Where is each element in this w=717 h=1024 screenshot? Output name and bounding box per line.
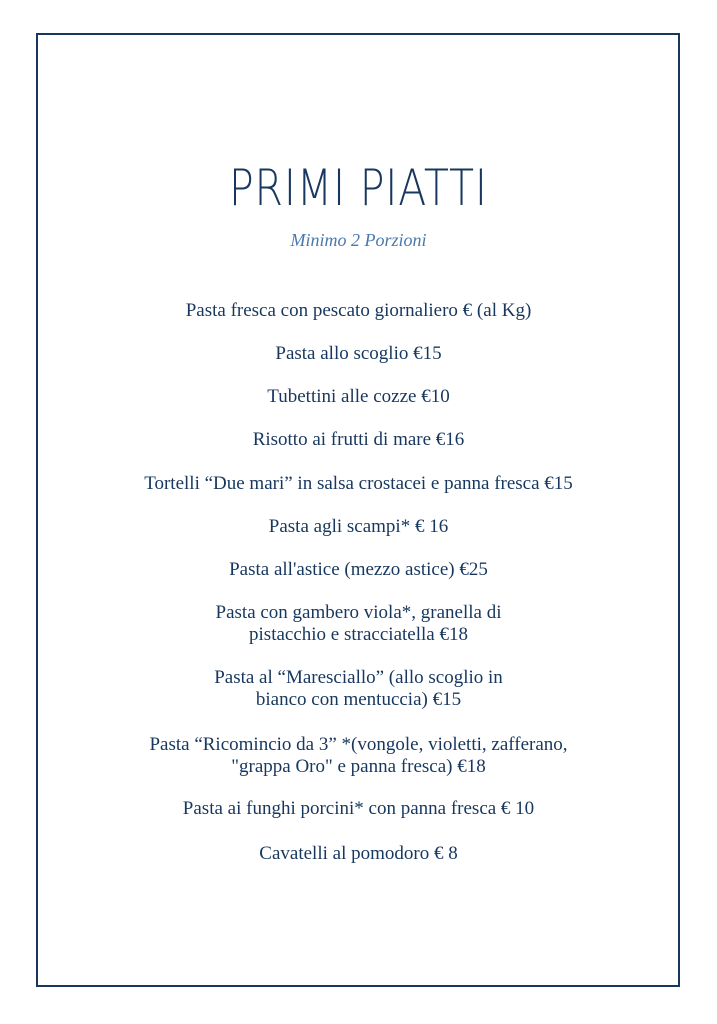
- menu-item: [0, 602, 717, 646]
- menu-item: [0, 843, 717, 865]
- menu-item-line: Tortelli “Due mari” in salsa crostacei e panna fresca €15: [144, 473, 573, 494]
- menu-item: [0, 516, 717, 538]
- menu-item-line: Pasta fresca con pescato giornaliero € (al Kg): [185, 300, 532, 321]
- menu-item-line: Pasta all'astice (mezzo astice) €25: [229, 559, 488, 580]
- menu-item: [0, 473, 717, 495]
- menu-item: [0, 300, 717, 322]
- menu-item-line: Risotto ai frutti di mare €16: [252, 429, 465, 450]
- menu-item: [0, 667, 717, 711]
- menu-item-line: "grappa Oro" e panna fresca) €18: [231, 756, 486, 777]
- menu-item-line: Pasta “Ricomincio da 3” *(vongole, violetti, zafferano,: [149, 734, 568, 755]
- menu-item: [0, 429, 717, 451]
- menu-item-line: Cavatelli al pomodoro € 8: [259, 843, 458, 864]
- menu-item: [0, 343, 717, 365]
- menu-item: [0, 386, 717, 408]
- menu-title: PRIMI PIATTI: [229, 159, 488, 217]
- menu-item-line: Pasta agli scampi* € 16: [268, 516, 449, 537]
- menu-item-line: Pasta allo scoglio €15: [275, 343, 442, 364]
- menu-item: [0, 734, 717, 778]
- menu-item-line: Pasta ai funghi porcini* con panna fresca € 10: [182, 798, 535, 819]
- menu-item: [0, 559, 717, 581]
- menu-item-line: pistacchio e stracciatella €18: [249, 624, 468, 645]
- menu-item-line: bianco con mentuccia) €15: [255, 689, 462, 710]
- menu-item-line: Pasta con gambero viola*, granella di: [215, 602, 502, 623]
- menu-subtitle: Minimo 2 Porzioni: [290, 230, 427, 250]
- menu-item-line: Pasta al “Maresciallo” (allo scoglio in: [214, 667, 503, 688]
- menu-item: [0, 798, 717, 820]
- menu-item-line: Tubettini alle cozze €10: [267, 386, 450, 407]
